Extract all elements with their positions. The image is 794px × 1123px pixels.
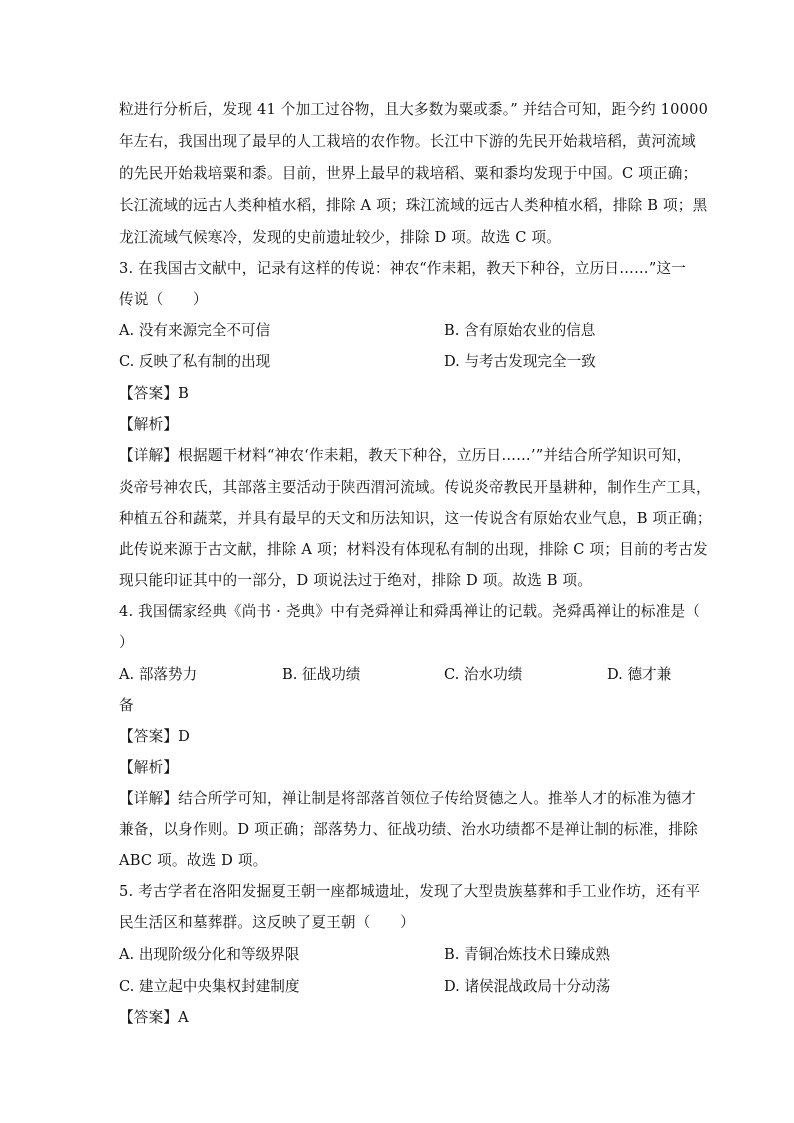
question-4-detail: 兼备，以身作则。D 项正确；部落势力、征战功绩、治水功绩都不是禅让制的标准，排除 <box>119 821 698 838</box>
text-line: 年左右，我国出现了最早的人工栽培的农作物。长江中下游的先民开始栽培稻，黄河流域 <box>119 133 696 150</box>
question-4-option-a: A. 部落势力 <box>119 666 198 683</box>
question-3-option-b: B. 含有原始农业的信息 <box>444 322 596 339</box>
question-3-stem: 3. 在我国古文献中，记录有这样的传说：神农“作耒耜，教天下种谷，立历日……”这一 <box>119 260 687 277</box>
question-4-option-d-wrap: 备 <box>119 697 134 714</box>
question-3-detail: 【详解】根据题干材料“神农‘作耒耜，教天下种谷，立历日……’”并结合所学知识可知， <box>119 447 692 464</box>
question-4-option-b: B. 征战功绩 <box>282 666 361 683</box>
question-5-option-a: A. 出现阶级分化和等级界限 <box>119 946 300 963</box>
question-5-option-b: B. 青铜冶炼技术日臻成熟 <box>444 946 610 963</box>
question-5-stem: 民生活区和墓葬群。这反映了夏王朝（ ） <box>119 914 415 931</box>
question-4-detail: 【详解】结合所学可知，禅让制是将部落首领位子传给贤德之人。推举人才的标准为德才 <box>119 790 696 807</box>
question-3-detail: 现只能印证其中的一部分，D 项说法过于绝对，排除 D 项。故选 B 项。 <box>119 572 593 589</box>
text-line: 龙江流域气候寒冷，发现的史前遗址较少，排除 D 项。故选 C 项。 <box>119 229 562 246</box>
text-line: 粒进行分析后，发现 41 个加工过谷物，且大多数为粟或黍。” 并结合可知，距今约 10000 <box>119 101 709 118</box>
question-4-stem: ） <box>119 634 134 651</box>
question-4-option-c: C. 治水功绩 <box>444 666 523 683</box>
question-4-option-d: D. 德才兼 <box>607 666 672 683</box>
question-3-analysis-label: 【解析】 <box>119 416 179 433</box>
question-5-option-c: C. 建立起中央集权封建制度 <box>119 978 300 995</box>
question-3-answer: 【答案】B <box>119 385 190 402</box>
question-3-option-c: C. 反映了私有制的出现 <box>119 353 271 370</box>
question-3-option-d: D. 与考古发现完全一致 <box>444 353 596 370</box>
question-4-stem: 4. 我国儒家经典《尚书 · 尧典》中有尧舜禅让和舜禹禅让的记载。尧舜禹禅让的标准是（ <box>119 603 701 620</box>
question-5-option-d: D. 诸侯混战政局十分动荡 <box>444 978 611 995</box>
text-line: 长江流域的远古人类种植水稻，排除 A 项；珠江流域的远古人类种植水稻，排除 B 项；黑 <box>119 197 708 214</box>
question-3-stem: 传说（ ） <box>119 291 208 308</box>
question-4-analysis-label: 【解析】 <box>119 759 179 776</box>
question-3-detail: 此传说来源于古文献，排除 A 项；材料没有体现私有制的出现，排除 C 项；目前的考古发 <box>119 541 708 558</box>
question-4-detail: ABC 项。故选 D 项。 <box>119 852 268 869</box>
question-5-stem: 5. 考古学者在洛阳发掘夏王朝一座都城遗址，发现了大型贵族墓葬和手工业作坊，还有平 <box>119 883 701 900</box>
question-5-answer: 【答案】A <box>119 1009 189 1026</box>
question-3-detail: 炎帝号神农氏，其部落主要活动于陕西渭河流域。传说炎帝教民开垦耕种，制作生产工具， <box>119 479 711 496</box>
question-4-answer: 【答案】D <box>119 728 191 745</box>
text-line: 的先民开始栽培粟和黍。目前，世界上最早的栽培稻、粟和黍均发现于中国。C 项正确； <box>119 165 698 182</box>
question-3-detail: 种植五谷和蔬菜，并具有最早的天文和历法知识，这一传说含有原始农业气息，B 项正确； <box>119 510 712 527</box>
question-3-option-a: A. 没有来源完全不可信 <box>119 322 271 339</box>
